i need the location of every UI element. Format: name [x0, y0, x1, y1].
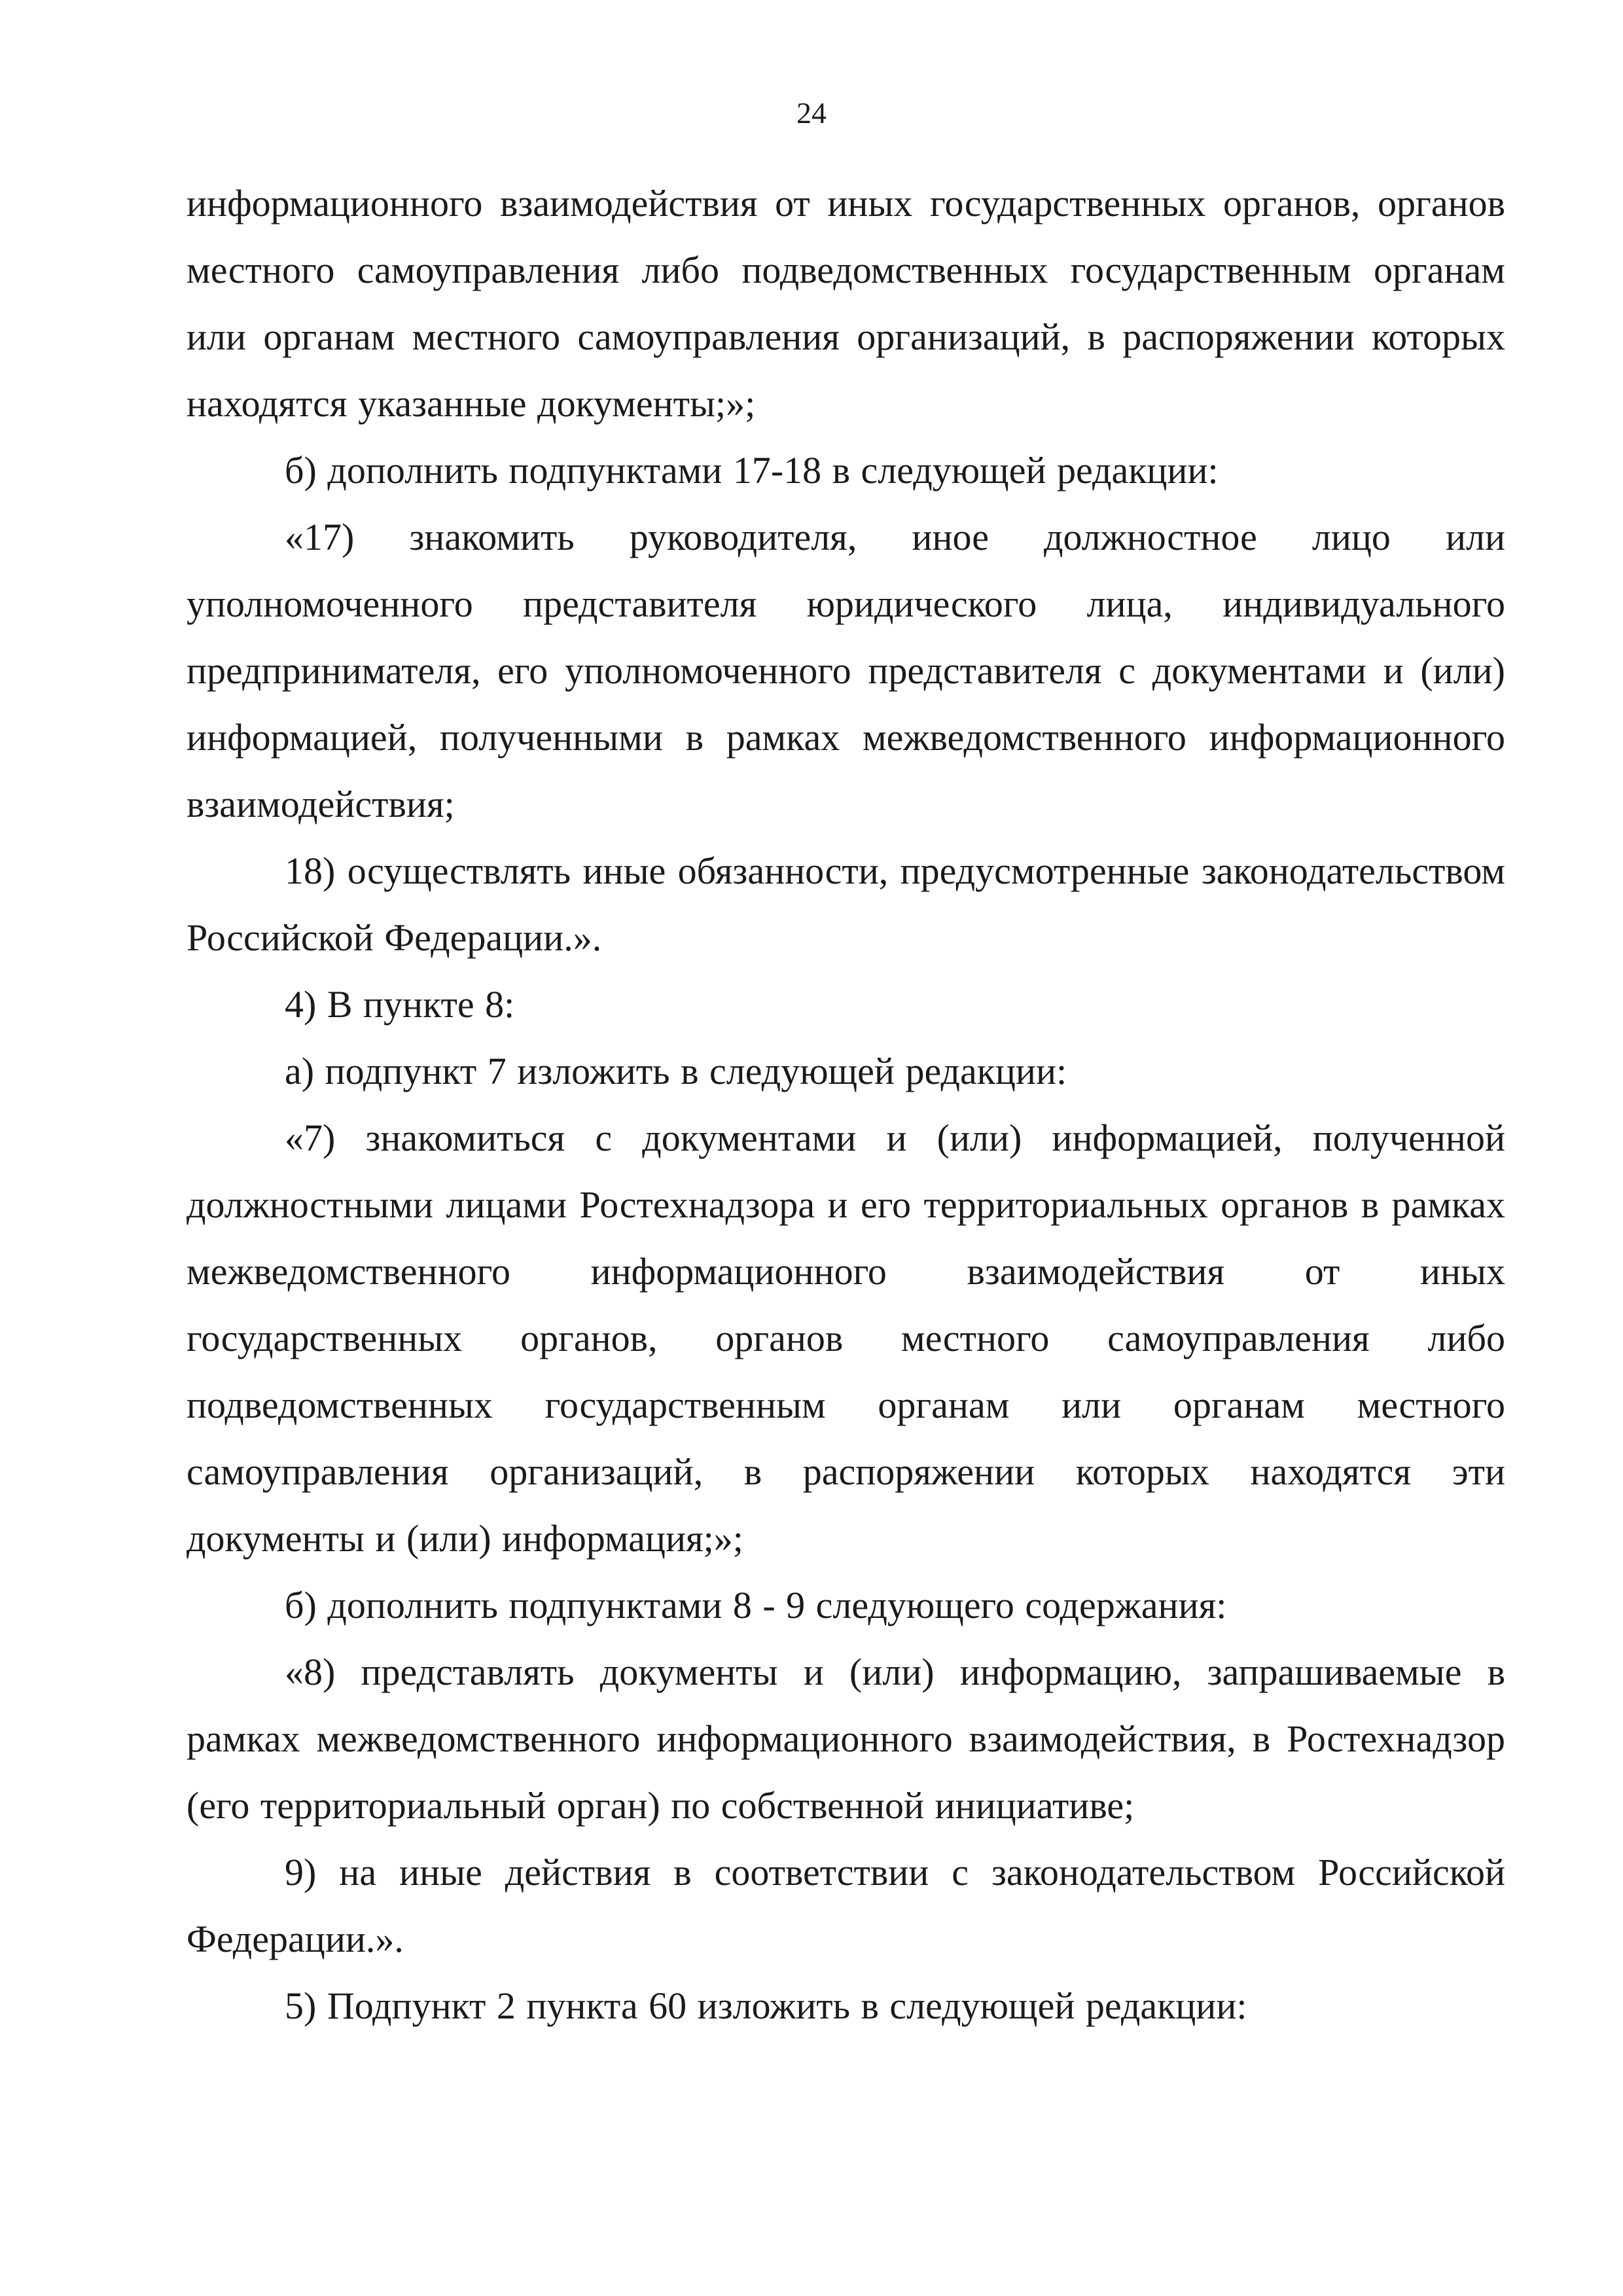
- paragraph-item-a: а) подпункт 7 изложить в следующей редакции:: [285, 1050, 1067, 1092]
- paragraph-item-4: 4) В пункте 8:: [285, 983, 515, 1026]
- paragraph-subitem-18: 18) осуществлять иные обязанности, предусмотренные законодательством Российской Федерации.».: [187, 850, 1505, 959]
- paragraph-subitem-8: «8) представлять документы и (или) информацию, запрашиваемые в рамках межведомственного информационного взаимодействия, в Ростехнадзор (его территориальный орган) по собственной инициативе;: [187, 1651, 1505, 1827]
- paragraph-item-b: б) дополнить подпунктами 17-18 в следующей редакции:: [285, 449, 1219, 492]
- paragraph-subitem-9: 9) на иные действия в соответствии с законодательством Российской Федерации.».: [187, 1851, 1505, 1960]
- paragraph-item-b-2: б) дополнить подпунктами 8 - 9 следующего содержания:: [285, 1584, 1227, 1626]
- paragraph-item-5: 5) Подпункт 2 пункта 60 изложить в следующей редакции:: [285, 1984, 1247, 2027]
- paragraph-subitem-17: «17) знакомить руководителя, иное должностное лицо или уполномоченного представителя юридического лица, индивидуального предпринимателя, его уполномоченного представителя с документами и (или) информацией, полученными в рамках межведомственного информационного взаимодействия;: [187, 516, 1505, 825]
- paragraph-subitem-7: «7) знакомиться с документами и (или) информацией, полученной должностными лицами Ростехнадзора и его территориальных органов в рамках межведомственного информационного взаимодействия от иных государственных органов, органов местного самоуправления либо подведомственных государственным органам или органам местного самоуправления организаций, в распоряжении которых находятся эти документы и (или) информация;»;: [187, 1117, 1505, 1560]
- paragraph-continuation: информационного взаимодействия от иных государственных органов, органов местного самоуправления либо подведомственных государственным органам или органам местного самоуправления организаций, в распоряжении которых находятся указанные документы;»;: [187, 182, 1505, 425]
- document-body: [187, 170, 1505, 2039]
- page-number: 24: [796, 96, 827, 130]
